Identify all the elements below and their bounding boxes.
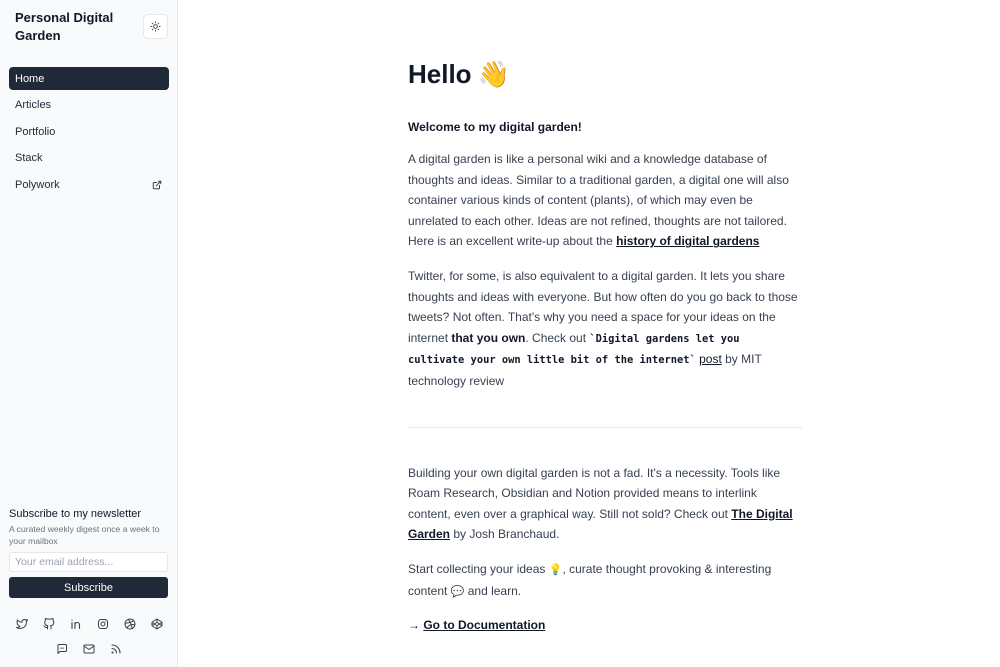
collecting-paragraph — [408, 559, 802, 602]
subscribe-button[interactable]: Subscribe — [9, 577, 168, 598]
article-title-code: `Digital gardens let you cultivate your own little bit of the internet` — [408, 332, 740, 367]
the-digital-garden-link[interactable]: The Digital Garden — [408, 506, 793, 542]
twitter-text: Twitter, for some, is also equivalent to a digital garden. It lets you share thoughts and ideas with everyone. But how often do you go back to those tweets? Not often. That's why you need a space for your ideas on the internet — [408, 268, 798, 345]
post-link[interactable]: post — [699, 352, 722, 367]
waving-hand-emoji: 👋 — [477, 59, 510, 89]
speech-bubble-emoji: 💬 — [450, 585, 465, 598]
mit-text: by MIT technology review — [408, 352, 762, 388]
welcome-heading: Welcome to my digital garden! — [408, 120, 582, 134]
sun-icon — [150, 21, 161, 32]
github-icon[interactable] — [42, 617, 56, 631]
newsletter-subtitle: A curated weekly digest once a week to your mailbox — [9, 524, 160, 546]
documentation-cta — [408, 615, 802, 635]
instagram-icon[interactable] — [96, 617, 110, 631]
check-out-text: . Check out — [525, 330, 590, 345]
arrow-icon: → — [408, 618, 420, 633]
linkedin-icon[interactable] — [69, 617, 83, 631]
codepen-icon[interactable] — [150, 617, 164, 631]
divider — [408, 427, 802, 428]
nav-item-label: Home — [15, 72, 45, 85]
twitter-paragraph — [408, 266, 802, 392]
nav-item-portfolio[interactable] — [9, 120, 169, 143]
intro-paragraph — [408, 149, 802, 252]
nav-item-articles[interactable] — [9, 94, 169, 117]
learn-text: and learn. — [464, 583, 522, 598]
lightbulb-emoji: 💡 — [548, 563, 563, 576]
intro-text: A digital garden is like a personal wiki and a knowledge database of thoughts and ideas. Similar to a traditional garden, a digital one will also container various kinds of content (plants), of which may even be unrelated to each other. Ideas are not refined, thoughts are not tailored. Here is an excellent write-up about the — [408, 152, 789, 249]
sidebar — [0, 0, 178, 667]
go-to-documentation-link[interactable]: Go to Documentation — [423, 618, 546, 633]
twitter-icon[interactable] — [15, 617, 29, 631]
site-title[interactable]: Personal Digital Garden — [15, 10, 114, 43]
email-input[interactable] — [9, 552, 168, 572]
josh-text: by Josh Branchaud. — [450, 527, 560, 542]
mail-icon[interactable] — [82, 642, 96, 656]
nav-item-label: Polywork — [15, 178, 60, 191]
newsletter-title: Subscribe to my newsletter — [9, 508, 142, 520]
building-text: Building your own digital garden is not a fad. It's a necessity. Tools like Roam Research, Obsidian and Notion provided means to interlink content, even over a graphical way. Still not sold? Check out — [408, 465, 781, 521]
nav-item-stack[interactable] — [9, 147, 169, 170]
building-paragraph — [408, 463, 802, 545]
nav-item-label: Articles — [15, 99, 52, 112]
social-links — [9, 615, 169, 658]
message-icon[interactable] — [55, 642, 69, 656]
page-title — [408, 58, 802, 90]
external-link-icon — [152, 180, 162, 190]
curate-text: , curate thought provoking & interesting content — [408, 561, 772, 598]
page-title-text: Hello — [408, 59, 472, 89]
dribbble-icon[interactable] — [123, 617, 137, 631]
newsletter — [9, 507, 169, 598]
nav-item-home[interactable] — [9, 67, 169, 90]
nav-item-label: Portfolio — [15, 125, 56, 138]
theme-toggle-button[interactable] — [143, 14, 168, 39]
rss-icon[interactable] — [109, 642, 123, 656]
nav-item-label: Stack — [15, 152, 43, 165]
sidebar-nav — [9, 67, 169, 200]
nav-item-polywork[interactable] — [9, 173, 169, 196]
history-of-digital-gardens-link[interactable]: history of digital gardens — [616, 234, 760, 249]
main-content — [408, 58, 802, 635]
collecting-text: Start collecting your ideas — [408, 561, 549, 576]
that-you-own-text: that you own — [451, 330, 526, 345]
